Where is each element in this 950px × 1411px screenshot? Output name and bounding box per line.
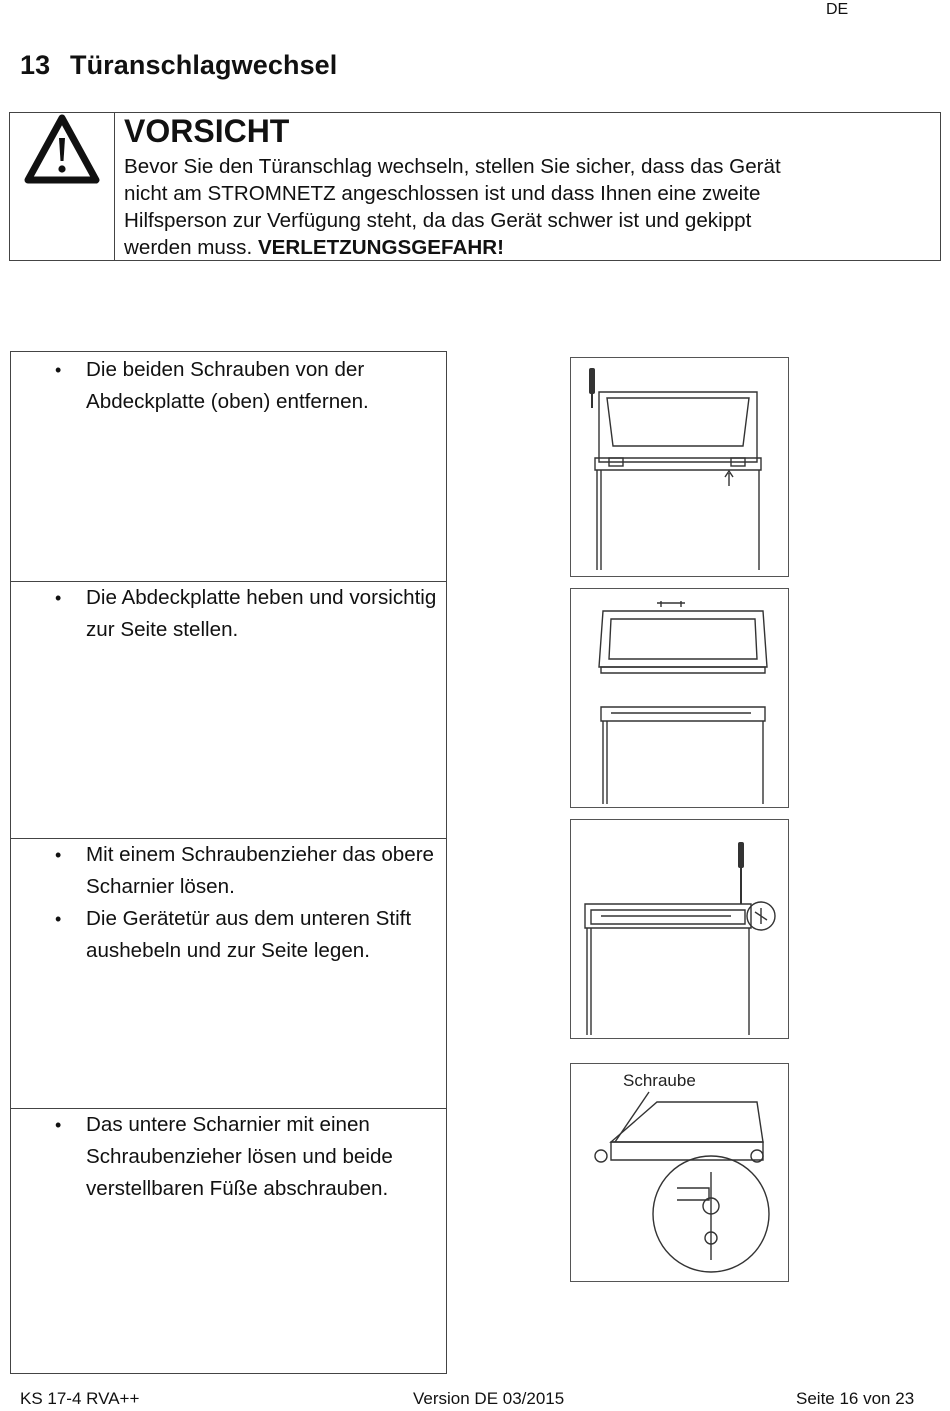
fridge-top-screwdriver-illustration	[571, 358, 790, 578]
fridge-cover-lifted-illustration	[571, 589, 790, 809]
caution-title: VORSICHT	[124, 113, 290, 149]
step-row	[11, 352, 446, 582]
step-row	[11, 582, 446, 839]
section-heading	[20, 50, 337, 81]
figure-lift-cover	[570, 588, 789, 808]
caution-line-4	[124, 234, 924, 261]
caution-line-1: Bevor Sie den Türanschlag wechseln, stellen Sie sicher, dass das Gerät	[124, 155, 781, 178]
caution-line-2: nicht am STROMNETZ angeschlossen ist und dass Ihnen eine zweite	[124, 182, 761, 205]
step-item: • Die Gerätetür aus dem unteren Stift aushebeln und zur Seite legen.	[11, 903, 446, 967]
caution-emphasis: VERLETZUNGSGEFAHR!	[257, 236, 504, 259]
footer-page-number: Seite 16 von 23	[796, 1389, 915, 1408]
caution-text	[124, 153, 924, 261]
caution-icon-cell	[10, 113, 115, 260]
figure-lower-hinge	[570, 1063, 789, 1282]
footer-version: Version DE 03/2015	[413, 1389, 565, 1408]
step-item: • Die Abdeckplatte heben und vorsichtig zur Seite stellen.	[11, 582, 446, 646]
step-item: • Mit einem Schraubenzieher das obere Scharnier lösen.	[11, 839, 446, 903]
fridge-lower-hinge-illustration	[571, 1064, 790, 1283]
step-row	[11, 1109, 446, 1374]
steps-table	[10, 351, 447, 1374]
section-number: 13	[20, 50, 51, 80]
language-code: DE	[826, 1, 849, 18]
caution-line-3: Hilfsperson zur Verfügung steht, da das Gerät schwer ist und gekippt	[124, 209, 752, 232]
section-title: Türanschlagwechsel	[70, 50, 338, 80]
step-row	[11, 839, 446, 1109]
figure-upper-hinge	[570, 819, 789, 1039]
step-item: • Die beiden Schrauben von der Abdeckplatte (oben) entfernen.	[11, 354, 446, 418]
figure-remove-screws	[570, 357, 789, 577]
step-item: • Das untere Scharnier mit einen Schraubenzieher lösen und beide verstellbaren Füße abschrauben.	[11, 1109, 446, 1205]
warning-triangle-icon	[24, 113, 100, 185]
caution-line-4-text: werden muss.	[124, 236, 253, 259]
fridge-upper-hinge-illustration	[571, 820, 790, 1040]
footer-model: KS 17-4 RVA++	[20, 1389, 140, 1408]
caution-box	[9, 112, 941, 261]
screw-label: Schraube	[623, 1071, 696, 1090]
